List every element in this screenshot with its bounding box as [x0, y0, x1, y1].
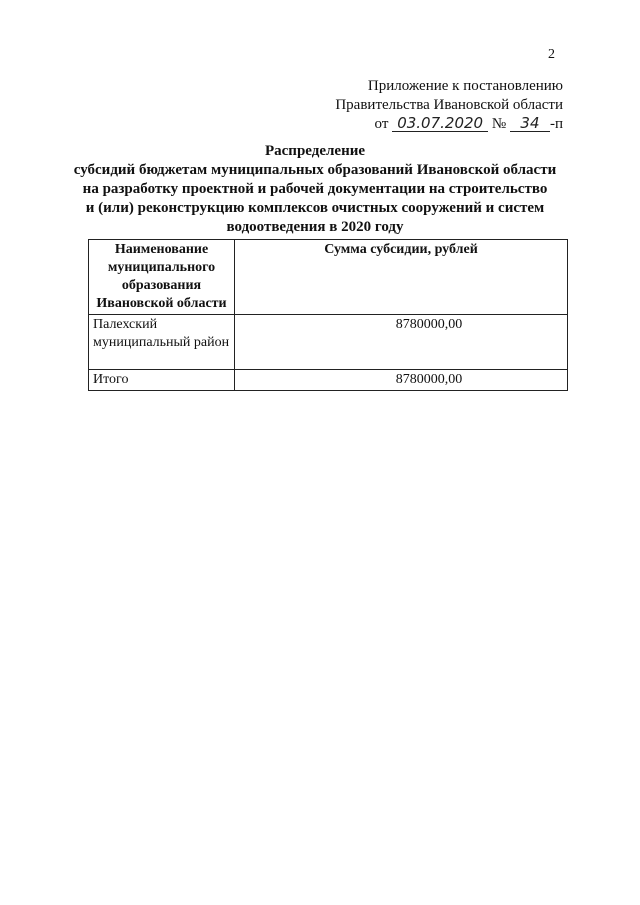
header-amount: Сумма субсидии, рублей	[235, 240, 568, 315]
cell-municipality: Палехский муниципальный район	[89, 315, 235, 370]
cell-amount: 8780000,00	[235, 315, 568, 370]
header-municipality: Наименование муниципального образования Ивановской области	[89, 240, 235, 315]
table-row	[89, 315, 568, 370]
appendix-line-1: Приложение к постановлению	[367, 78, 563, 94]
appendix-line-2: Правительства Ивановской области	[335, 97, 563, 113]
appendix-line-3	[335, 115, 563, 134]
number-label: №	[491, 116, 507, 132]
document-title	[60, 142, 570, 237]
handwritten-number: 34	[510, 116, 550, 132]
page-number: 2	[548, 47, 555, 62]
number-suffix: -п	[549, 116, 563, 132]
cell-total-label: Итого	[89, 370, 235, 391]
handwritten-date: 03.07.2020	[392, 116, 488, 132]
title-heading: Распределение	[264, 143, 366, 159]
title-line-4: водоотведения в 2020 году	[226, 219, 404, 235]
table-header-row	[89, 240, 568, 315]
table-row-total	[89, 370, 568, 391]
title-line-1: субсидий бюджетам муниципальных образований Ивановской области	[73, 162, 557, 178]
appendix-block	[335, 77, 563, 134]
appendix-prefix: от	[374, 116, 389, 132]
subsidy-table	[88, 239, 568, 391]
title-line-2: на разработку проектной и рабочей документации на строительство	[82, 181, 548, 197]
cell-total-amount: 8780000,00	[235, 370, 568, 391]
title-line-3: и (или) реконструкцию комплексов очистных сооружений и систем	[85, 200, 545, 216]
